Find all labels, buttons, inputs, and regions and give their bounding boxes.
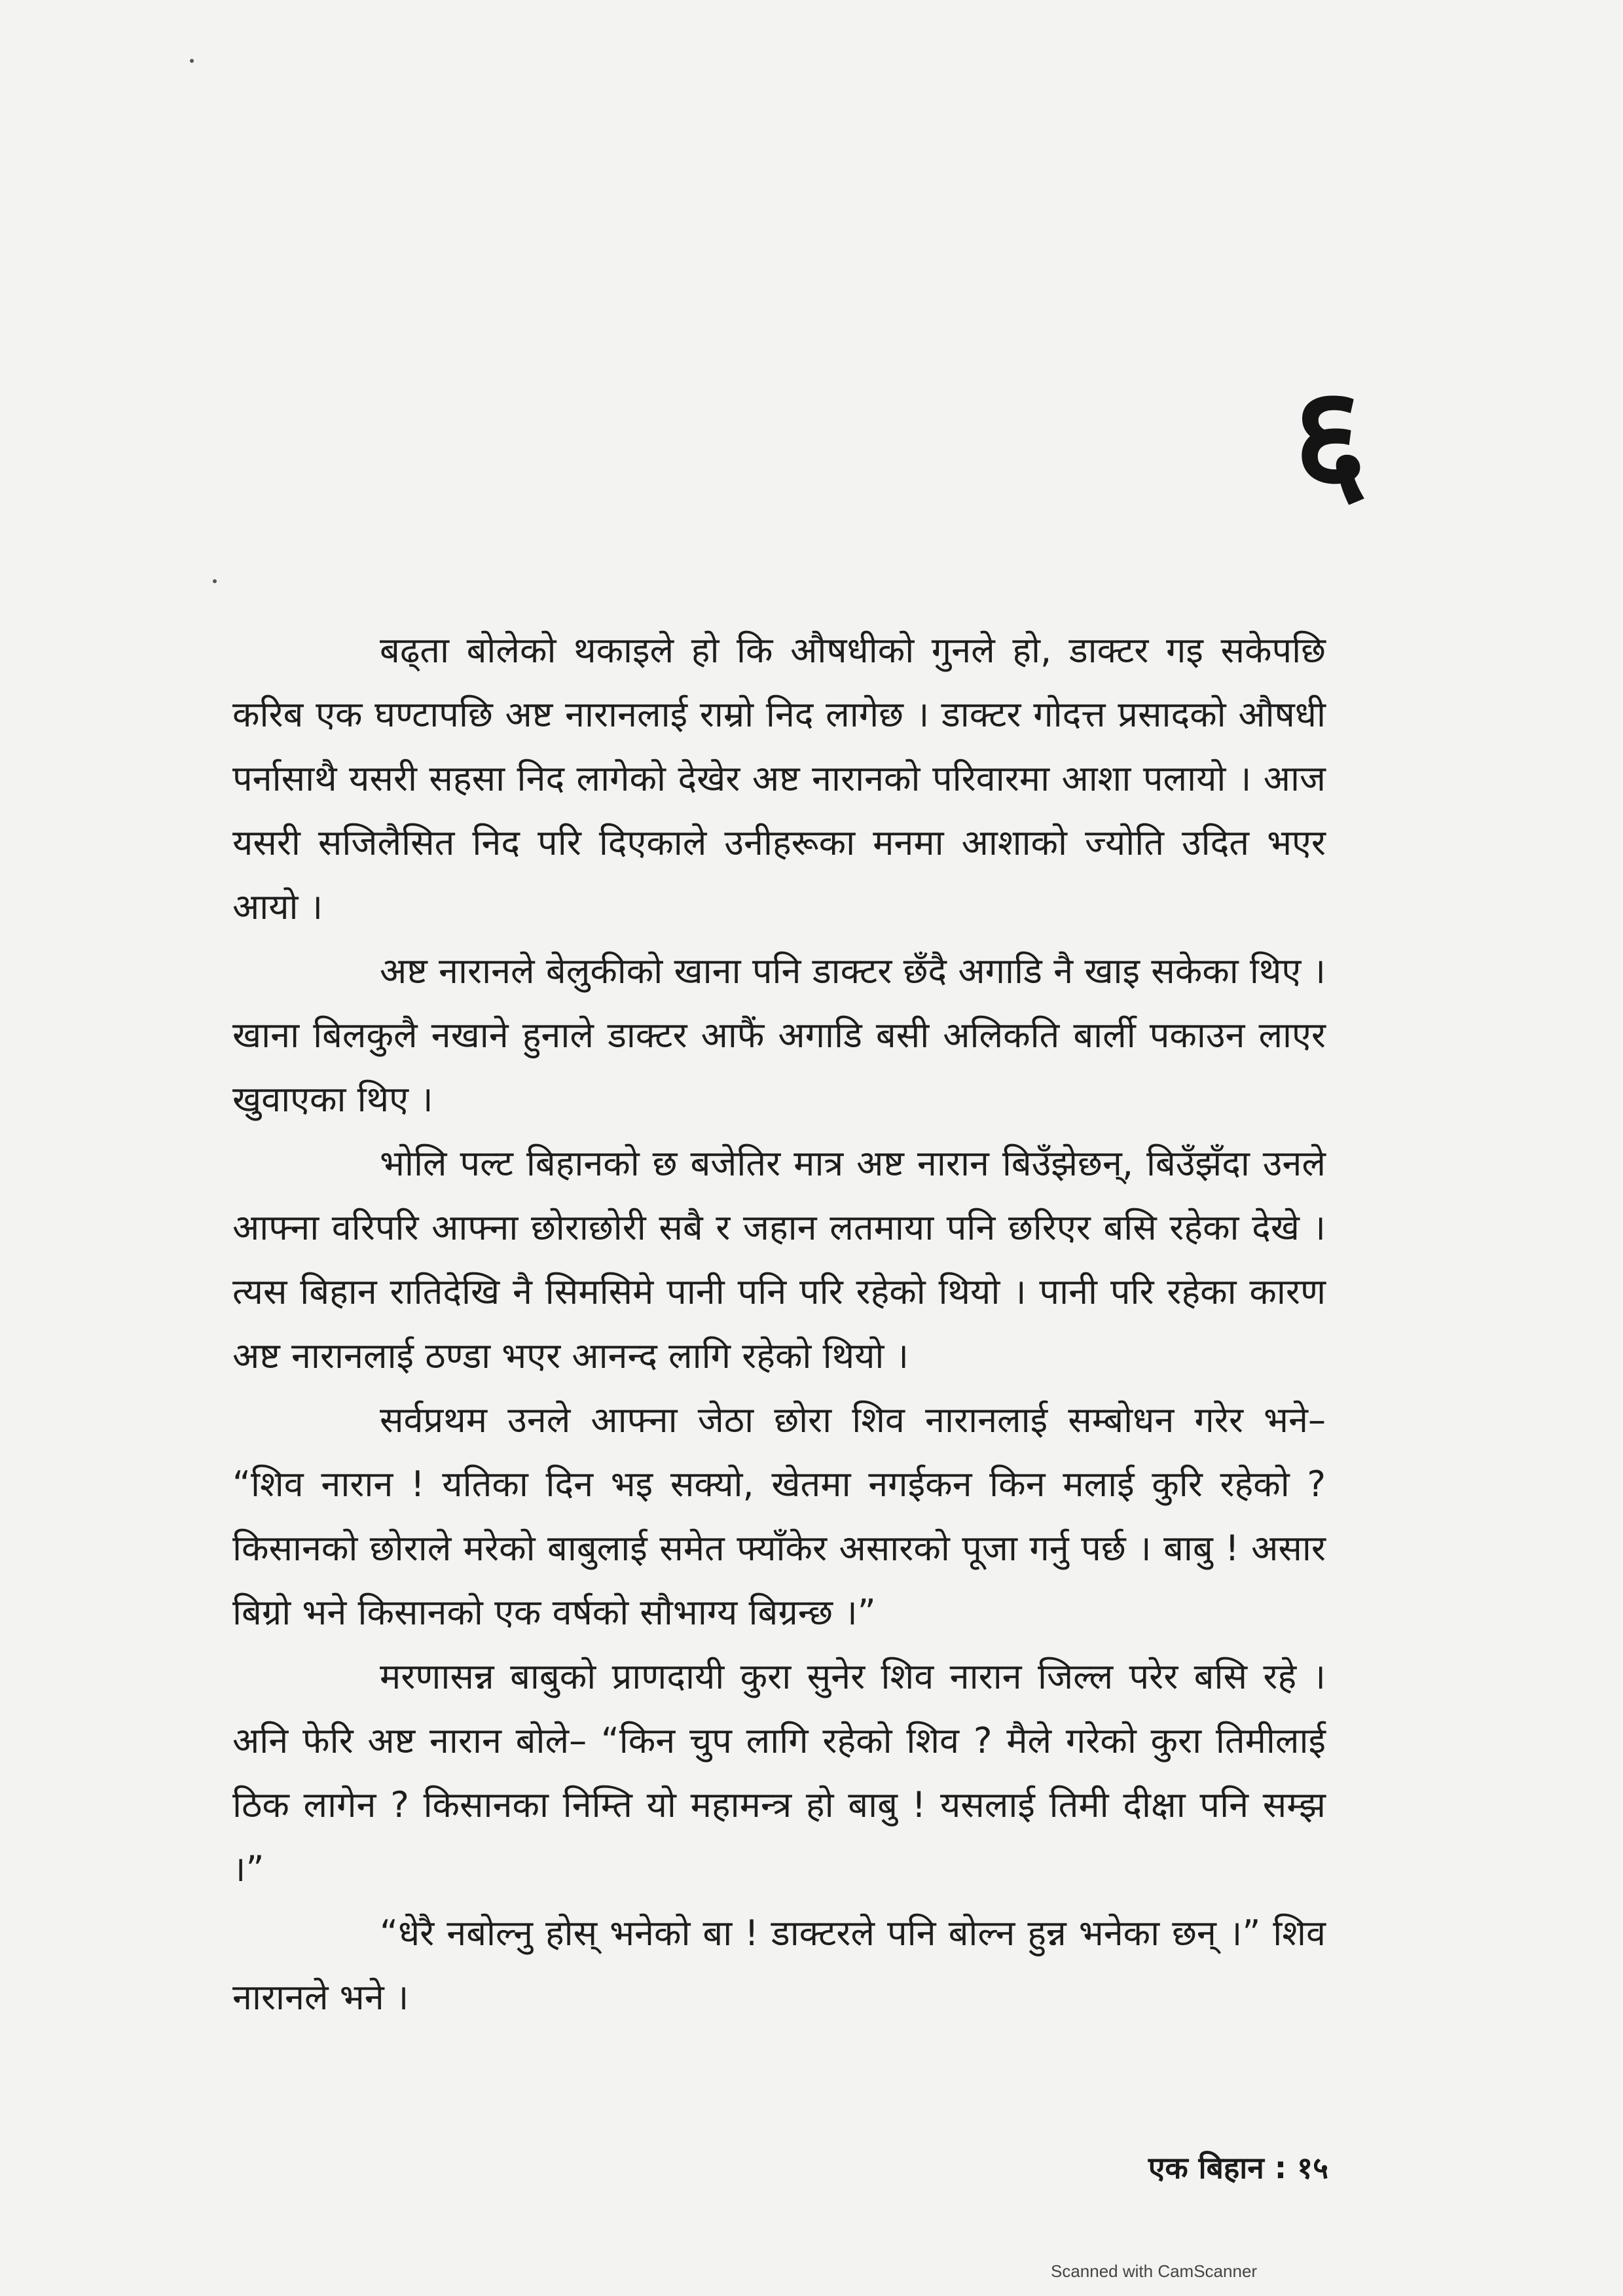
- chapter-number: ६: [1292, 353, 1368, 523]
- paragraph: भोलि पल्ट बिहानको छ बजेतिर मात्र अष्ट नारान बिउँझेछन्, बिउँझँदा उनले आफ्ना वरिपरि आफ्ना छोराछोरी सबै र जहान लतमाया पनि छरिएर बसि रहेका देखे । त्यस बिहान रातिदेखि नै सिमसिमे पानी पनि परि रहेको थियो । पानी परि रहेका कारण अष्ट नारानलाई ठण्डा भएर आनन्द लागि रहेको थियो ।: [232, 1143, 1326, 1376]
- paragraph: सर्वप्रथम उनले आफ्ना जेठा छोरा शिव नारानलाई सम्बोधन गरेर भने– “शिव नारान ! यतिका दिन भइ सक्यो, खेतमा नगईकन किन मलाई कुरि रहेको ? किसानको छोराले मरेको बाबुलाई समेत फ्याँकेर असारको पूजा गर्नु पर्छ । बाबु ! असार बिग्रो भने किसानको एक वर्षको सौभाग्य बिग्रन्छ ।”: [232, 1399, 1326, 1633]
- paragraph: बढ्ता बोलेको थकाइले हो कि औषधीको गुनले हो, डाक्टर गइ सकेपछि करिब एक घण्टापछि अष्ट नारानलाई राम्रो निद लागेछ । डाक्टर गोदत्त प्रसादको औषधी पर्नासाथै यसरी सहसा निद लागेको देखेर अष्ट नारानको परिवारमा आशा पलायो । आज यसरी सजिलैसित निद परि दिएकाले उनीहरूका मनमा आशाको ज्योति उदित भएर आयो ।: [232, 630, 1326, 927]
- scan-speck: [190, 59, 194, 63]
- scan-speck: [213, 579, 217, 583]
- chapter-body: [232, 619, 1326, 2030]
- paragraph: मरणासन्न बाबुको प्राणदायी कुरा सुनेर शिव नारान जिल्ल परेर बसि रहे । अनि फेरि अष्ट नारान बोले– “किन चुप लागि रहेको शिव ? मैले गरेको कुरा तिमीलाई ठिक लागेन ? किसानका निम्ति यो महामन्त्र हो बाबु ! यसलाई तिमी दीक्षा पनि सम्झ ।”: [232, 1656, 1326, 1890]
- page-footer-running-title: एक बिहान : १५: [1148, 2150, 1328, 2185]
- scanner-watermark: Scanned with CamScanner: [1051, 2261, 1258, 2281]
- paragraph: अष्ट नारानले बेलुकीको खाना पनि डाक्टर छँदै अगाडि नै खाइ सकेका थिए । खाना बिलकुलै नखाने हुनाले डाक्टर आफैं अगाडि बसी अलिकति बार्ली पकाउन लाएर खुवाएका थिए ।: [232, 950, 1326, 1120]
- paragraph: “धेरै नबोल्नु होस् भनेको बा ! डाक्टरले पनि बोल्न हुन्न भनेका छन् ।” शिव नारानले भने ।: [232, 1912, 1326, 2018]
